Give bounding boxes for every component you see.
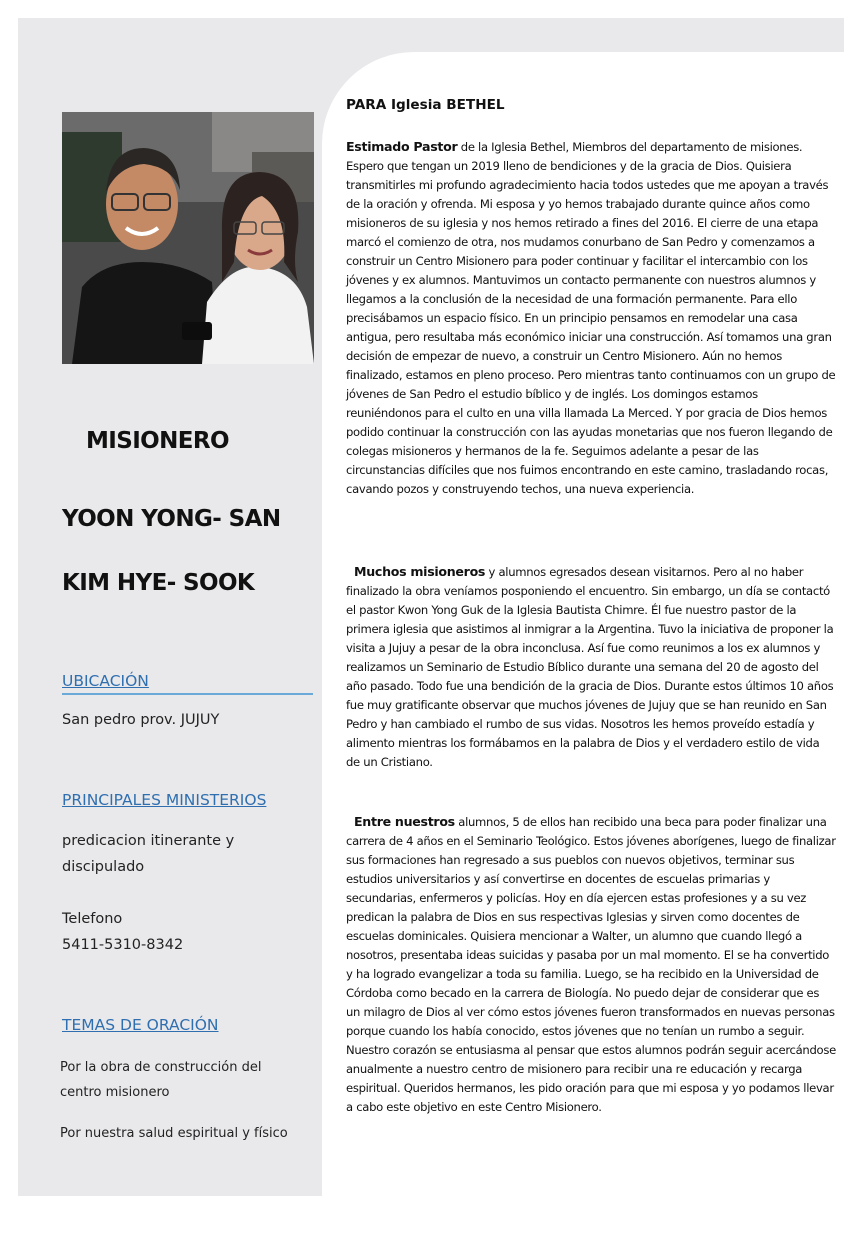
paragraph-1-text: de la Iglesia Bethel, Miembros del departamento de misiones. Espero que tengan un 2019 lleno de bendiciones y de la gracia de Dios. Quisiera transmitirles mi profundo agradecimiento hacia todos ustedes que me apoyan a través de la oración y ofrenda. Mi esposa y yo hemos trabajado durante quince años como misioneros de su iglesia y nos hemos retirado a fines del 2016. El cierre de una etapa marcó el comienzo de otra, nos mudamos conurbano de San Pedro y comenzamos a construir un Centro Misionero para poder continuar y facilitar el intercambio con los jóvenes y ex alumnos. Mantuvimos un contacto permanente con nuestros alumnos y llegamos a la conclusión de la necesidad de una formación permanente. Para ello precisábamos un espacio físico. En un principio pensamos en remodelar una casa antigua, pero resultaba más económico iniciar una construcción. Así tomamos una gran decisión de empezar de nuevo, a construir un Centro Misionero. Aún no hemos finalizado, estamos en pleno proceso. Pero mientras tanto continuamos con un grupo de jóvenes de San Pedro el estudio bíblico y de inglés. Los domingos estamos reuniéndonos para el culto en una villa llamada La Merced. Y por gracia de Dios hemos podido continuar la construcción con las ayudas monetarias que nos fueron llegando de colegas misioneros y hermanos de la fe. Seguimos adelante a pesar de las circunstancias difíciles que nos fuimos encontrando en este camino, trasladando rocas, cavando pozos y construyendo techos, una nueva experiencia. xyxy=(346,140,836,496)
ministries-heading: PRINCIPALES MINISTERIOS xyxy=(62,791,267,809)
letter-title: PARA Iglesia BETHEL xyxy=(346,97,505,113)
missionary-name-2: KIM HYE- SOOK xyxy=(62,570,255,596)
letter-paragraph-1 xyxy=(346,137,836,499)
prayer-heading: TEMAS DE ORACIÓN xyxy=(62,1016,219,1034)
missionary-name-1: YOON YONG- SAN xyxy=(62,506,281,532)
phone-value: 5411-5310-8342 xyxy=(62,937,184,953)
location-value: San pedro prov. JUJUY xyxy=(62,712,220,728)
ministries-line-1: predicacion itinerante y xyxy=(62,833,235,849)
paragraph-3-lead: Entre nuestros xyxy=(354,814,455,829)
prayer-line-1: Por la obra de construcción del xyxy=(60,1060,262,1075)
location-divider xyxy=(62,693,313,695)
paragraph-2-lead: Muchos misioneros xyxy=(354,564,486,579)
paragraph-1-lead: Estimado Pastor xyxy=(346,139,458,154)
prayer-line-3: Por nuestra salud espiritual y físico xyxy=(60,1126,288,1141)
location-heading: UBICACIÓN xyxy=(62,672,149,690)
paragraph-2-text: y alumnos egresados desean visitarnos. Pero al no haber finalizado la obra veníamos posponiendo el encuentro. Sin embargo, un día se contactó el pastor Kwon Yong Guk de la Iglesia Bautista Chimre. Él fue nuestro pastor de la primera iglesia que asistimos al inmigrar a la Argentina. Tuvo la iniciativa de proponer la visita a Jujuy a pesar de la obra inconclusa. Así fue como reunimos a los ex alumnos y realizamos un Seminario de Estudio Bíblico durante una semana del 20 de agosto del año pasado. Todo fue una bendición de la gracia de Dios. Durante estos últimos 10 años fue muy gratificante observar que muchos jóvenes de Jujuy que se han reunido en San Pedro y han cambiado el rumbo de sus vidas. Nosotros les hemos proveído estadía y alimento mientras los formábamos en la palabra de Dios y el verdadero estilo de vida de un Cristiano. xyxy=(346,565,834,769)
letter-paragraph-3 xyxy=(346,812,836,1117)
paragraph-3-text: alumnos, 5 de ellos han recibido una beca para poder finalizar una carrera de 4 años en el Seminario Teológico. Estos jóvenes aborígenes, luego de finalizar sus formaciones han regresado a sus pueblos con nuevos objetivos, terminar sus estudios universitarios y así convertirse en docentes de escuelas primarias y secundarias, enfermeros y policías. Hoy en día ejercen estas profesiones y a su vez predican la palabra de Dios en sus respectivas Iglesias y sirven como docentes de escuelas dominicales. Quisiera mencionar a Walter, un alumno que cuando llegó a nosotros, presentaba ideas suicidas y pasaba por un mal momento. El se ha convertido y ha logrado evangelizar a toda su familia. Luego, se ha recibido en la Universidad de Córdoba como becado en la carrera de Biología. No puedo dejar de considerar que es un milagro de Dios al ver cómo estos jóvenes fueron transformados en nuevas personas porque cuando los había conocido, estos jóvenes que no tenían un rumbo a seguir. Nuestro corazón se entusiasma al pensar que estos alumnos podrán seguir acercándose anualmente a nuestro centro de misionero para recibir una re educación y recarga espiritual. Queridos hermanos, les pido oración para que mi esposa y yo podamos llevar a cabo este objetivo en este Centro Misionero. xyxy=(346,815,836,1114)
phone-label: Telefono xyxy=(62,911,123,927)
prayer-line-2: centro misionero xyxy=(60,1085,170,1100)
letter-paragraph-2 xyxy=(346,562,836,772)
missionary-couple-photo xyxy=(62,112,314,364)
role-title: MISIONERO xyxy=(86,428,229,454)
ministries-line-2: discipulado xyxy=(62,859,145,875)
